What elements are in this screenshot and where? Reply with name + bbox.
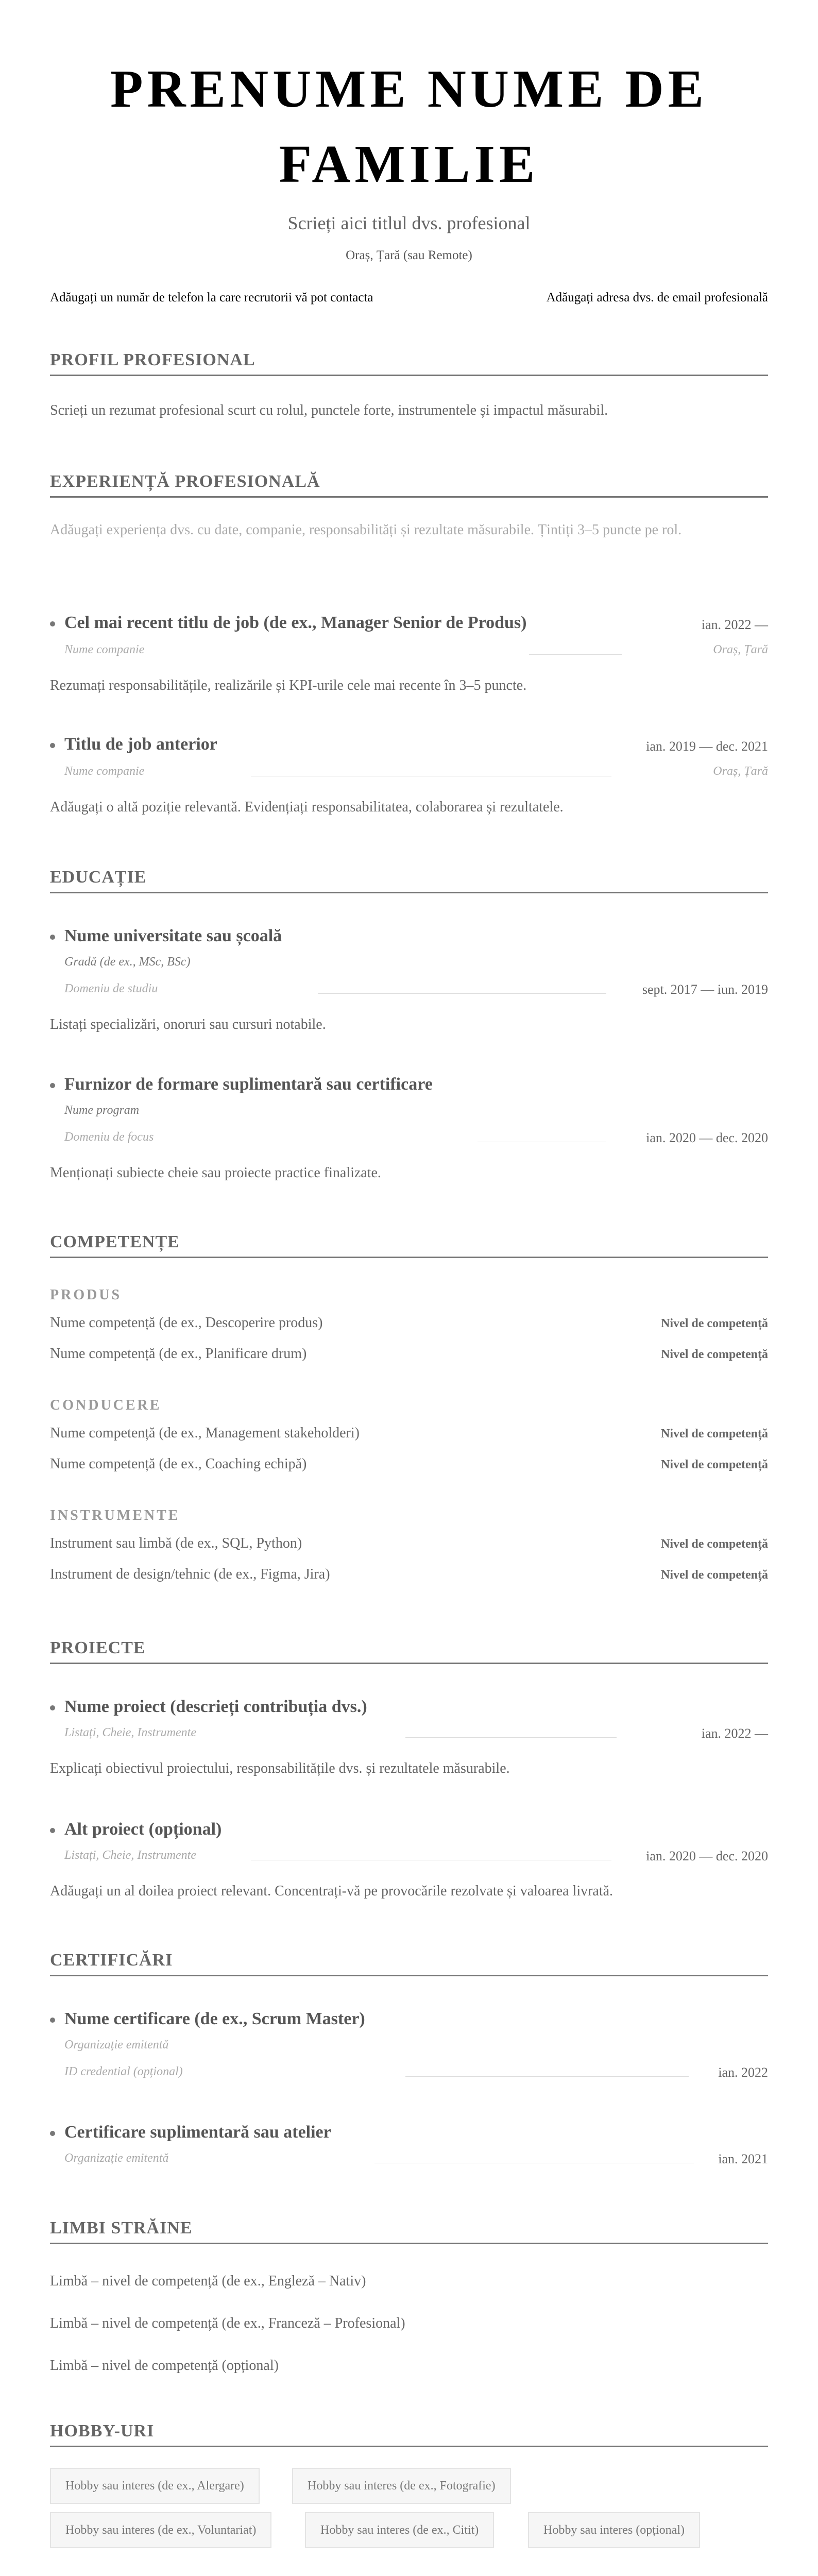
job-date: ian. 2019 — dec. 2021: [646, 739, 768, 754]
certification-date: ian. 2021: [718, 2151, 768, 2166]
skill-level: Nivel de competență: [661, 1348, 768, 1361]
hobby-chip: Hobby sau interes (de ex., Citit): [305, 2512, 494, 2548]
project-tags: Listați, Cheie, Instrumente: [64, 1849, 196, 1862]
divider-line: [405, 1737, 617, 1738]
section-header-projects: [50, 1638, 768, 1664]
job-description: Adăugați o altă poziție relevantă. Evidențiați responsabilitatea, colaborarea și rezultatele.: [50, 799, 564, 815]
hobby-chip: Hobby sau interes (de ex., Fotografie): [292, 2468, 511, 2504]
field-of-study: Domeniu de studiu: [64, 982, 158, 995]
project-title: Nume proiect (descrieți contribuția dvs.): [64, 1697, 367, 1716]
language-item: Limbă – nivel de competență (de ex., Engleză – Nativ): [50, 2273, 366, 2289]
job-description: Rezumați responsabilitățile, realizările și KPI-urile cele mai recente în 3–5 puncte.: [50, 677, 527, 693]
education-description: Listați specializări, onoruri sau cursuri notabile.: [50, 1016, 326, 1032]
section-header-experience: [50, 472, 768, 498]
bullet-icon: [50, 621, 55, 626]
email-contact: Adăugați adresa dvs. de email profesională: [546, 291, 768, 304]
full-name: [50, 52, 768, 202]
section-title: HOBBY-URI: [50, 2421, 155, 2441]
certification-date: ian. 2022: [718, 2065, 768, 2080]
divider-line: [318, 993, 606, 994]
bullet-icon: [50, 1828, 55, 1833]
bullet-icon: [50, 1705, 55, 1710]
language-item: Limbă – nivel de competență (opțional): [50, 2358, 279, 2374]
section-header-languages: [50, 2218, 768, 2244]
professional-title: Scrieți aici titlul dvs. profesional: [287, 213, 531, 233]
education-date: ian. 2020 — dec. 2020: [646, 1130, 768, 1145]
credential-id: ID credential (opțional): [64, 2065, 183, 2078]
job-title: Titlu de job anterior: [64, 735, 217, 754]
certification-title: Certificare suplimentară sau atelier: [64, 2123, 331, 2142]
skill-name: Nume competență (de ex., Planificare drum): [50, 1346, 307, 1362]
divider-line: [405, 2076, 689, 2077]
degree: Nume program: [64, 1104, 140, 1117]
divider-line: [529, 654, 622, 655]
certification-title: Nume certificare (de ex., Scrum Master): [64, 2009, 365, 2028]
experience-hint: Adăugați experiența dvs. cu date, companie, responsabilități și rezultate măsurabile. Țintiți 3–5 puncte pe rol.: [50, 522, 682, 538]
project-title: Alt proiect (opțional): [64, 1820, 222, 1839]
name-line-2: FAMILIE: [279, 134, 539, 194]
section-title: EDUCAȚIE: [50, 868, 147, 887]
section-header-education: [50, 868, 768, 893]
job-location: Oraș, Țară: [713, 765, 768, 778]
skill-group-title: INSTRUMENTE: [50, 1507, 180, 1523]
section-title: EXPERIENȚĂ PROFESIONALĂ: [50, 472, 320, 491]
skill-name: Instrument sau limbă (de ex., SQL, Python): [50, 1535, 302, 1551]
skill-level: Nivel de competență: [661, 1537, 768, 1551]
skill-name: Nume competență (de ex., Coaching echipă): [50, 1456, 307, 1472]
issuing-organization: Organizație emitentă: [64, 2038, 169, 2052]
hobby-chip: Hobby sau interes (opțional): [528, 2512, 700, 2548]
section-header-hobbies: [50, 2421, 768, 2447]
job-title: Cel mai recent titlu de job (de ex., Manager Senior de Produs): [64, 613, 527, 632]
project-tags: Listați, Cheie, Instrumente: [64, 1726, 196, 1739]
skill-name: Instrument de design/tehnic (de ex., Figma, Jira): [50, 1566, 330, 1582]
field-of-study: Domeniu de focus: [64, 1130, 154, 1144]
section-header-skills: [50, 1232, 768, 1258]
bullet-icon: [50, 743, 55, 748]
degree: Gradă (de ex., MSc, BSc): [64, 955, 191, 969]
section-title: COMPETENȚE: [50, 1232, 180, 1251]
skill-group-title: CONDUCERE: [50, 1397, 162, 1413]
hobby-chip: Hobby sau interes (de ex., Alergare): [50, 2468, 260, 2504]
skill-name: Nume competență (de ex., Descoperire produs): [50, 1315, 323, 1331]
bullet-icon: [50, 2018, 55, 2023]
resume-page: [50, 0, 768, 2576]
skill-group-title: PRODUS: [50, 1287, 122, 1303]
section-title: PROIECTE: [50, 1638, 146, 1657]
bullet-icon: [50, 1083, 55, 1088]
issuing-organization: Organizație emitentă: [64, 2151, 169, 2165]
project-date: ian. 2022 —: [701, 1726, 768, 1741]
school-name: Nume universitate sau școală: [64, 926, 282, 945]
section-title: PROFIL PROFESIONAL: [50, 350, 255, 369]
bullet-icon: [50, 2131, 55, 2136]
section-header-profile: [50, 350, 768, 376]
job-date: ian. 2022 —: [701, 617, 768, 632]
company-name: Nume companie: [64, 643, 145, 656]
skill-level: Nivel de competență: [661, 1427, 768, 1440]
company-name: Nume companie: [64, 765, 145, 778]
project-description: Explicați obiectivul proiectului, responsabilitățile dvs. și rezultatele măsurabile.: [50, 1760, 510, 1776]
name-line-1: PRENUME NUME DE: [110, 59, 708, 118]
profile-summary: Scrieți un rezumat profesional scurt cu rolul, punctele forte, instrumentele și impactul măsurabil.: [50, 402, 608, 418]
project-description: Adăugați un al doilea proiect relevant. Concentrați-vă pe provocările rezolvate și valoarea livrată.: [50, 1883, 614, 1899]
skill-level: Nivel de competență: [661, 1568, 768, 1582]
section-title: LIMBI STRĂINE: [50, 2218, 193, 2238]
section-title: CERTIFICĂRI: [50, 1951, 173, 1970]
school-name: Furnizor de formare suplimentară sau certificare: [64, 1075, 433, 1094]
skill-level: Nivel de competență: [661, 1458, 768, 1471]
bullet-icon: [50, 935, 55, 940]
job-location: Oraș, Țară: [713, 643, 768, 656]
phone-contact: Adăugați un număr de telefon la care recrutorii vă pot contacta: [50, 291, 373, 304]
section-header-certifications: [50, 1951, 768, 1976]
location: Oraș, Țară (sau Remote): [346, 248, 472, 262]
education-date: sept. 2017 — iun. 2019: [642, 982, 768, 997]
skill-level: Nivel de competență: [661, 1317, 768, 1330]
education-description: Menționați subiecte cheie sau proiecte practice finalizate.: [50, 1165, 381, 1181]
language-item: Limbă – nivel de competență (de ex., Franceză – Profesional): [50, 2315, 405, 2331]
hobby-chip: Hobby sau interes (de ex., Voluntariat): [50, 2512, 271, 2548]
skill-name: Nume competență (de ex., Management stakeholderi): [50, 1425, 360, 1441]
project-date: ian. 2020 — dec. 2020: [646, 1849, 768, 1863]
